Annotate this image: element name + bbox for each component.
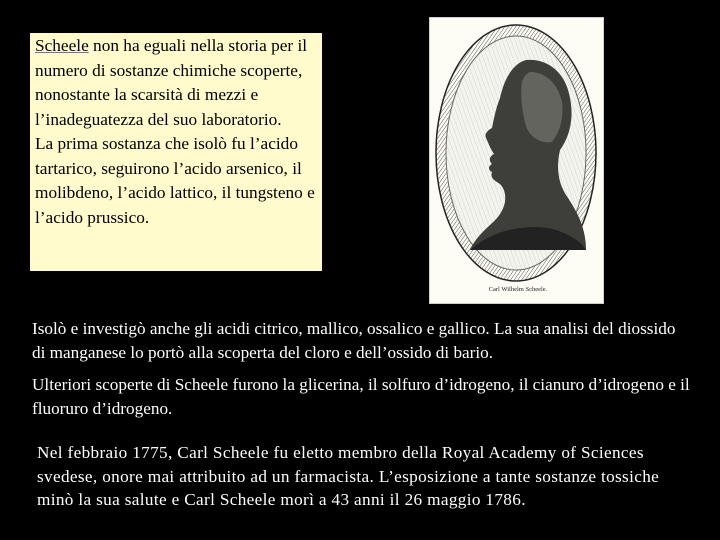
intro-text-1: non ha eguali nella storia per il numero di sostanze chimiche scoperte, nonostante la scarsità di mezzi e l’inadeguatezza del suo laboratorio. xyxy=(35,36,308,129)
portrait-caption: Carl Wilhelm Scheele. xyxy=(488,286,548,293)
discoveries-paragraph: Ulteriori scoperte di Scheele furono la glicerina, il solfuro d’idrogeno, il cianuro d’idrogeno e il fluoruro d’idrogeno. xyxy=(32,375,690,419)
portrait-image xyxy=(429,17,604,304)
intro-paragraph xyxy=(35,34,322,132)
portrait-engraving-icon xyxy=(430,18,603,303)
scheele-name: Scheele xyxy=(35,36,89,55)
discoveries-text-box xyxy=(28,373,692,423)
intro-text-box xyxy=(30,33,322,271)
acids-paragraph: Isolò e investigò anche gli acidi citrico, mallico, ossalico e gallico. La sua analisi del diossido di manganese lo portò alla scoperta del cloro e dell’ossido di bario. xyxy=(32,319,676,363)
academy-text-box xyxy=(33,441,697,538)
academy-paragraph: Nel febbraio 1775, Carl Scheele fu eletto membro della Royal Academy of Sciences svedese, onore mai attribuito ad un farmacista. L’esposizione a tante sostanze tossiche minò la sua salute e Carl Scheele morì a 43 anni il 26 maggio 1786. xyxy=(37,443,660,509)
intro-text-2: La prima sostanza che isolò fu l’acido tartarico, seguirono l’acido arsenico, il molibdeno, l’acido lattico, il tungsteno e l’acido prussico. xyxy=(35,134,315,227)
acids-text-box xyxy=(28,317,692,367)
